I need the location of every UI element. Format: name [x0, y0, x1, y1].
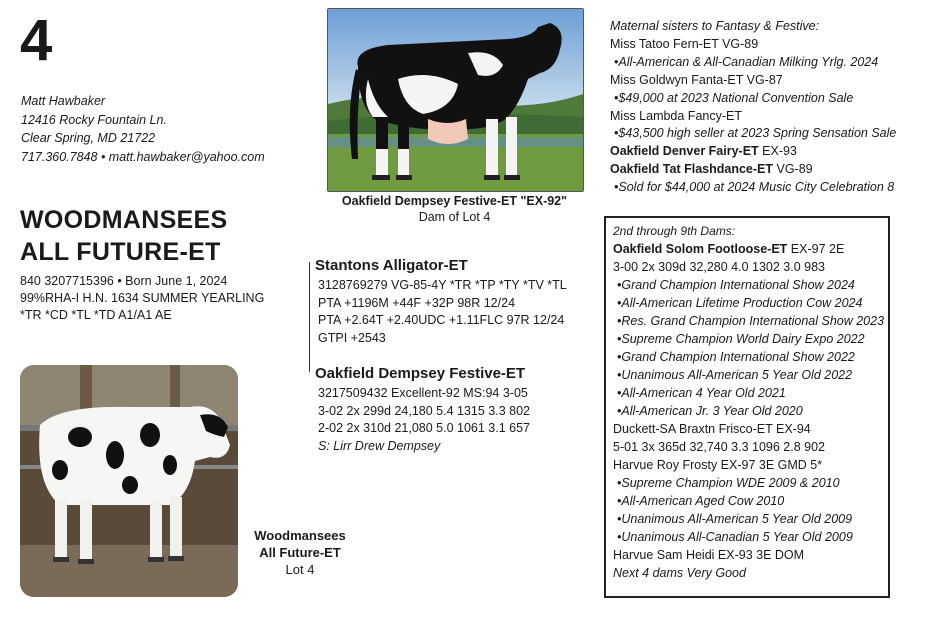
sire-detail-line: GTPI +2543 [318, 330, 386, 345]
animal-detail-line: 840 3207715396 • Born June 1, 2024 [20, 274, 228, 288]
calf-caption-line1: Woodmansees [254, 528, 346, 543]
sire-detail-line: 3128769279 VG-85-4Y *TR *TP *TY *TV *TL [318, 278, 567, 292]
animal-detail-line: *TR *CD *TL *TD A1/A1 AE [20, 308, 172, 322]
animal-name [20, 204, 227, 268]
maternal-heading: Maternal sisters to Fantasy & Festive: [610, 19, 820, 33]
dam2-note: •Res. Grand Champion International Show 2023 [617, 314, 885, 328]
pedigree-dams [613, 222, 884, 582]
dam-name: Oakfield Dempsey Festive-ET [315, 365, 526, 382]
owner-address1: 12416 Rocky Fountain Ln. [21, 112, 167, 127]
dam3-record: 5-01 3x 365d 32,740 3.3 1096 2.8 902 [613, 440, 825, 454]
calf-caption-line2: All Future-ET [259, 545, 341, 560]
dam-detail-line: 3217509432 Excellent-92 MS:94 3-05 [318, 386, 528, 400]
dam2-note: •Supreme Champion World Dairy Expo 2022 [617, 332, 865, 346]
dam4-note: •Unanimous All-American 5 Year Old 2009 [617, 512, 853, 526]
dam-photo [327, 8, 584, 192]
maternal-sister-name: Miss Lambda Fancy-ET [610, 108, 742, 123]
dam2-score: EX-97 2E [787, 242, 845, 256]
pedigree-heading: 2nd through 9th Dams: [613, 224, 736, 238]
sire-details [318, 277, 567, 347]
owner-info [21, 92, 265, 166]
dam4-note: •Supreme Champion WDE 2009 & 2010 [617, 476, 840, 490]
dam2-record: 3-00 2x 309d 32,280 4.0 1302 3.0 983 [613, 260, 825, 274]
lot-number: 4 [20, 8, 53, 73]
sire-name: Stantons Alligator-ET [315, 257, 468, 274]
dam-photo-caption-sub: Dam of Lot 4 [418, 210, 491, 224]
animal-name-line2: ALL FUTURE-ET [20, 238, 221, 266]
maternal-sister-note: •Sold for $44,000 at 2024 Music City Celebration 8 [614, 180, 895, 195]
maternal-sister-name [610, 143, 896, 161]
maternal-sister-note: •$43,500 high seller at 2023 Spring Sensation Sale [614, 126, 897, 141]
dam5-name: Harvue Sam Heidi EX-93 3E DOM [613, 548, 805, 562]
maternal-bold-name: Oakfield Tat Flashdance-ET [610, 162, 774, 177]
calf-photo [20, 365, 238, 597]
sire-of-dam: S: Lirr Drew Dempsey [318, 438, 441, 453]
dam2-note: •Grand Champion International Show 2022 [617, 350, 855, 364]
owner-address2: Clear Spring, MD 21722 [21, 131, 156, 145]
maternal-sister-name: Miss Goldwyn Fanta-ET VG-87 [610, 72, 783, 87]
calf-caption-line3: Lot 4 [285, 562, 315, 577]
maternal-score: EX-93 [758, 144, 797, 159]
owner-name: Matt Hawbaker [21, 94, 106, 108]
dam-photo-caption-name: Oakfield Dempsey Festive-ET "EX-92" [341, 194, 568, 208]
dam4-name: Harvue Roy Frosty EX-97 3E GMD 5* [613, 458, 823, 472]
dam2-note: •Unanimous All-American 5 Year Old 2022 [617, 368, 853, 382]
dam-details [318, 385, 530, 455]
maternal-sister-name: Miss Tatoo Fern-ET VG-89 [610, 36, 759, 51]
dam4-note: •Unanimous All-Canadian 5 Year Old 2009 [617, 530, 853, 544]
calf-photo-caption [240, 527, 360, 578]
dam2-name: Oakfield Solom Footloose-ET [613, 242, 788, 256]
dam2-note: •Grand Champion International Show 2024 [617, 278, 855, 292]
dam2-note: •All-American Jr. 3 Year Old 2020 [617, 404, 803, 418]
maternal-sister-note: •All-American & All-Canadian Milking Yrlg. 2024 [614, 54, 879, 69]
maternal-sisters [610, 18, 896, 197]
animal-detail-line: 99%RHA-I H.N. 1634 SUMMER YEARLING [20, 291, 265, 305]
animal-name-line1: WOODMANSEES [20, 206, 228, 234]
dam3-name: Duckett-SA Braxtn Frisco-ET EX-94 [613, 422, 811, 436]
maternal-sister-name [610, 161, 896, 179]
maternal-sister-note: •$49,000 at 2023 National Convention Sale [614, 90, 854, 105]
dam-detail-line: 3-02 2x 299d 24,180 5.4 1315 3.3 802 [318, 403, 530, 418]
maternal-bold-name: Oakfield Denver Fairy-ET [610, 144, 759, 159]
dam2-note: •All-American 4 Year Old 2021 [617, 386, 786, 400]
owner-contact: 717.360.7848 • matt.hawbaker@yahoo.com [21, 149, 265, 164]
sire-detail-line: PTA +2.64T +2.40UDC +1.11FLC 97R 12/24 [318, 313, 565, 327]
dam4-note: •All-American Aged Cow 2010 [617, 494, 785, 508]
animal-details [20, 273, 264, 324]
dam-photo-caption [327, 193, 582, 225]
pedigree-closing: Next 4 dams Very Good [613, 566, 746, 580]
dam2-note: •All-American Lifetime Production Cow 2024 [617, 296, 863, 310]
dam-detail-line: 2-02 2x 310d 21,080 5.0 1061 3.1 657 [318, 421, 530, 435]
maternal-score: VG-89 [773, 162, 813, 177]
sire-detail-line: PTA +1196M +44F +32P 98R 12/24 [318, 295, 516, 310]
